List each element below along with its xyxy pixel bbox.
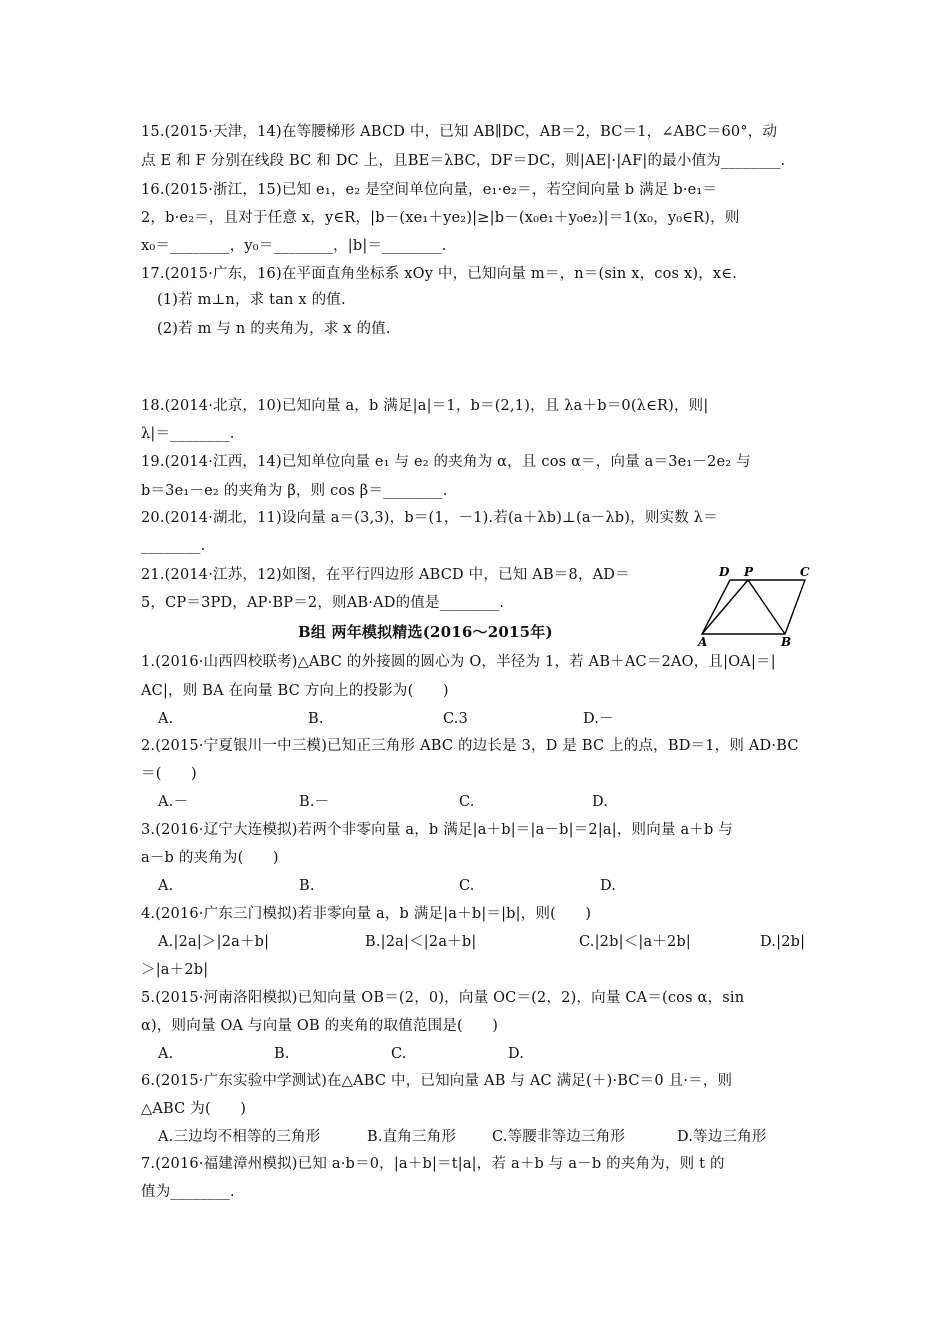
b3-option-d: D.: [600, 878, 617, 894]
b5-option-b: B.: [274, 1046, 290, 1062]
b4-option-c: C.|2b|＜|a＋2b|: [579, 934, 691, 950]
b6-option-d: D.等边三角形: [677, 1129, 767, 1145]
b1-option-b: B.: [308, 711, 324, 727]
section-b-heading: B组 两年模拟精选(2016～2015年): [298, 623, 553, 641]
label-d: D: [719, 565, 730, 579]
b1-option-a: A.: [158, 711, 174, 727]
b6-option-a: A.三边均不相等的三角形: [158, 1129, 321, 1145]
label-c: C: [800, 565, 810, 579]
label-p: P: [744, 565, 754, 579]
b1-option-c: C.3: [443, 711, 469, 727]
b5-line2: α)，则向量 OA 与向量 OB 的夹角的取值范围是( ): [141, 1018, 499, 1034]
b3-line1: 3.(2016·辽宁大连模拟)若两个非零向量 a，b 满足|a＋b|＝|a－b|＝2|a|，则向量 a＋b 与: [141, 822, 733, 838]
b3-option-c: C.: [459, 878, 475, 894]
b6-option-b: B.直角三角形: [367, 1129, 457, 1145]
q17-line2: (1)若 m⊥n，求 tan x 的值.: [157, 292, 346, 308]
b6-line2: △ABC 为( ): [141, 1101, 247, 1117]
segment-ap: [702, 580, 748, 634]
q15-line2: 点 E 和 F 分别在线段 BC 和 DC 上，且BE＝λBC，DF＝DC，则|AE|·|AF|的最小值为________.: [141, 153, 786, 169]
b3-option-a: A.: [158, 878, 174, 894]
q17-line3: (2)若 m 与 n 的夹角为，求 x 的值.: [157, 321, 391, 337]
q17-line1: 17.(2015·广东，16)在平面直角坐标系 xOy 中，已知向量 m＝，n＝(sin x，cos x)，x∈.: [141, 266, 738, 282]
b5-option-a: A.: [158, 1046, 174, 1062]
b4-line1: 4.(2016·广东三门模拟)若非零向量 a，b 满足|a＋b|＝|b|，则( ): [141, 906, 592, 922]
b4-option-b: B.|2a|＜|2a＋b|: [365, 934, 477, 950]
b2-option-c: C.: [459, 794, 475, 810]
q16-line3: x₀＝________，y₀＝________，|b|＝________.: [141, 238, 447, 254]
q16-line1: 16.(2015·浙江，15)已知 e₁，e₂ 是空间单位向量，e₁·e₂＝，若空间向量 b 满足 b·e₁＝: [141, 182, 718, 198]
b1-line2: AC|，则 BA 在向量 BC 方向上的投影为( ): [141, 683, 449, 699]
b5-line1: 5.(2015·河南洛阳模拟)已知向量 OB＝(2，0)，向量 OC＝(2，2)，向量 CA＝(cos α，sin: [141, 990, 745, 1006]
segment-bp: [748, 580, 785, 634]
q20-line2: ________.: [141, 538, 206, 554]
q21-line2: 5，CP＝3PD，AP·BP＝2，则AB·AD的值是________.: [141, 595, 505, 611]
b2-line2: ＝( ): [141, 766, 197, 782]
parallelogram-figure: [690, 562, 820, 648]
b1-option-d: D.－: [583, 711, 614, 727]
b7-line1: 7.(2016·福建漳州模拟)已知 a·b＝0，|a＋b|＝t|a|，若 a＋b 与 a－b 的夹角为，则 t 的: [141, 1156, 725, 1172]
b3-line2: a－b 的夹角为( ): [141, 850, 279, 866]
b2-line1: 2.(2015·宁夏银川一中三模)已知正三角形 ABC 的边长是 3，D 是 BC 上的点，BD＝1，则 AD·BC: [141, 738, 799, 754]
b4-option-a: A.|2a|＞|2a＋b|: [158, 934, 270, 950]
b4-option-d: D.|2b|: [760, 934, 806, 950]
b5-option-d: D.: [508, 1046, 525, 1062]
b2-option-b: B.－: [299, 794, 330, 810]
q19-line2: b＝3e₁－e₂ 的夹角为 β，则 cos β＝________.: [141, 483, 448, 499]
q16-line2: 2，b·e₂＝，且对于任意 x，y∈R，|b－(xe₁＋ye₂)|≥|b－(x₀e₁＋y₀e₂)|＝1(x₀，y₀∈R)，则: [141, 210, 740, 226]
b2-option-d: D.: [592, 794, 609, 810]
b5-option-c: C.: [391, 1046, 407, 1062]
b6-line1: 6.(2015·广东实验中学测试)在△ABC 中，已知向量 AB 与 AC 满足(＋)·BC＝0 且·＝，则: [141, 1073, 733, 1089]
q18-line1: 18.(2014·北京，10)已知向量 a，b 满足|a|＝1，b＝(2,1)，且 λa＋b＝0(λ∈R)，则|: [141, 398, 709, 414]
b4-line3: ＞|a＋2b|: [141, 962, 209, 978]
b6-option-c: C.等腰非等边三角形: [492, 1129, 626, 1145]
q21-line1: 21.(2014·江苏，12)如图，在平行四边形 ABCD 中，已知 AB＝8，AD＝: [141, 567, 630, 583]
q20-line1: 20.(2014·湖北，11)设向量 a＝(3,3)，b＝(1，－1).若(a＋λb)⊥(a－λb)，则实数 λ＝: [141, 510, 718, 526]
label-a: A: [698, 635, 708, 648]
q15-line1: 15.(2015·天津，14)在等腰梯形 ABCD 中，已知 AB∥DC，AB＝2，BC＝1，∠ABC＝60°，动: [141, 124, 778, 140]
q18-line2: λ|＝________.: [141, 426, 235, 442]
b2-option-a: A.－: [158, 794, 189, 810]
b7-line2: 值为________.: [141, 1184, 235, 1200]
q19-line1: 19.(2014·江西，14)已知单位向量 e₁ 与 e₂ 的夹角为 α，且 cos α＝，向量 a＝3e₁－2e₂ 与: [141, 454, 751, 470]
b3-option-b: B.: [299, 878, 315, 894]
label-b: B: [781, 635, 792, 648]
b1-line1: 1.(2016·山西四校联考)△ABC 的外接圆的圆心为 O，半径为 1，若 AB＋AC＝2AO，且|OA|＝|: [141, 654, 776, 670]
